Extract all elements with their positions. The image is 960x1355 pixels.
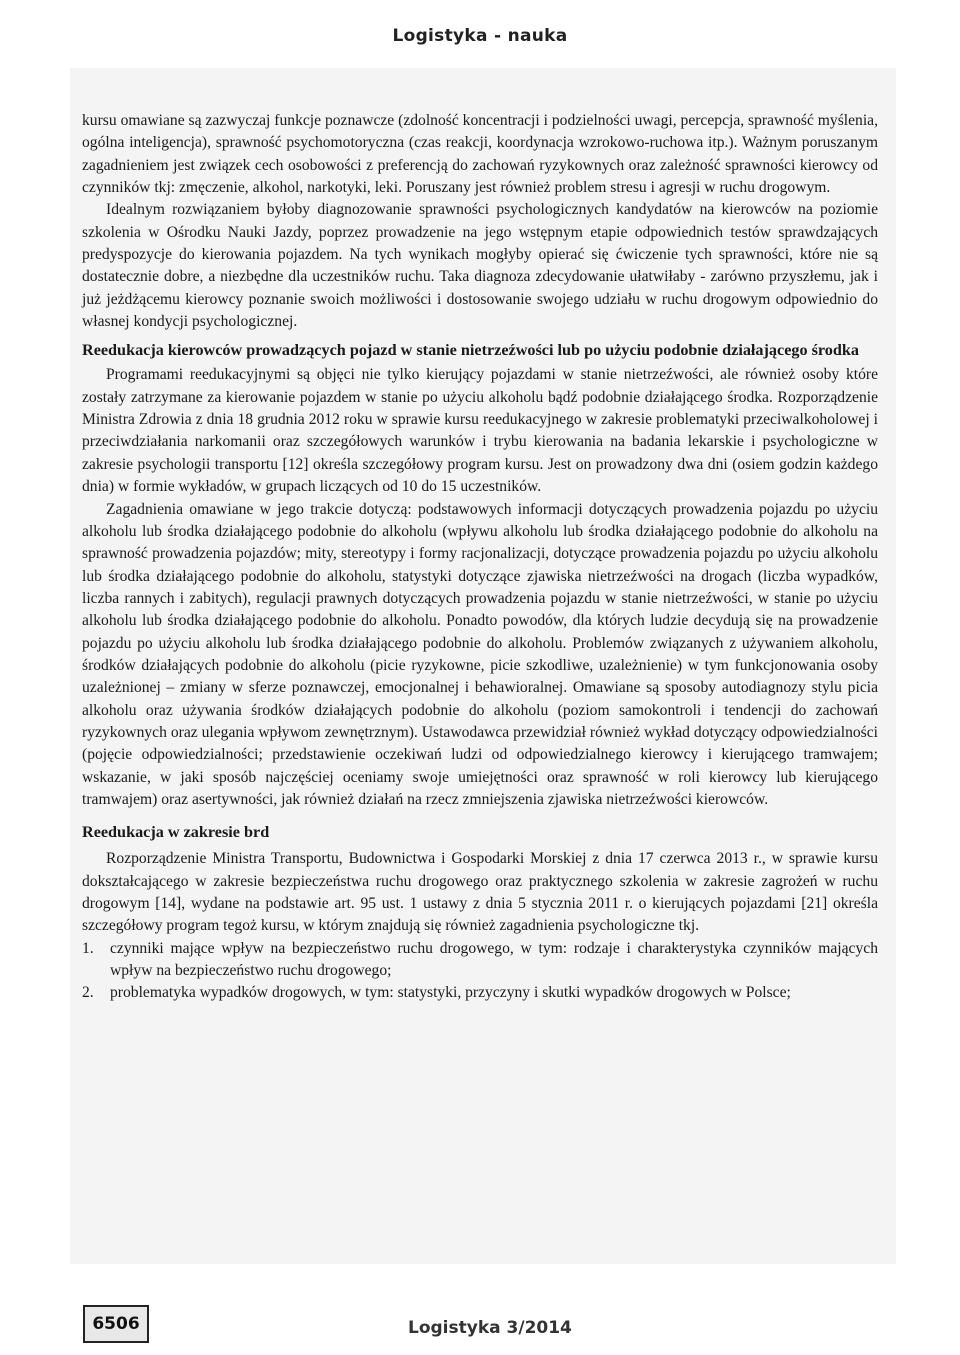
article-body — [82, 110, 878, 1005]
list-item — [82, 938, 878, 983]
list-item — [82, 982, 878, 1004]
paragraph-1: kursu omawiane są zazwyczaj funkcje poznawcze (zdolność koncentracji i podzielności uwagi, percepcja, sprawność myślenia, ogólna inteligencja), sprawność psychomotoryczna (czas reakcji, koordynacja wzrokowo-ruchowa itp.). Ważnym poruszanym zagadnieniem jest związek cech osobowości z preferencją do zachowań ryzykownych oraz zależność sprawności kierowcy od czynników tkj: zmęczenie, alkohol, narkotyki, leki. Poruszany jest również problem stresu i agresji w ruchu drogowym. — [82, 112, 878, 197]
list-item-text: czynniki mające wpływ na bezpieczeństwo ruchu drogowego, w tym: rodzaje i charakterystyka czynników mających wpływ na bezpieczeństwo ruchu drogowego; — [110, 939, 878, 980]
section-heading-reeducation-brd: Reedukacja w zakresie brd — [82, 823, 270, 842]
list-item-number: 2. — [82, 984, 94, 1002]
paragraph-3: Programami reedukacyjnymi są objęci nie tylko kierujący pojazdami w stanie nietrzeźwości, ale również osoby które zostały zatrzymane za kierowanie pojazdem w stanie po użyciu alkoholu bądź podobnie działającego środka. Rozporządzenie Ministra Zdrowia z dnia 18 grudnia 2012 roku w sprawie kursu reedukacyjnego w zakresie problematyki przeciwalkoholowej i przeciwdziałania narkomanii oraz szczegółowych warunków i trybu kierowania na badania lekarskie i psychologiczne w zakresie psychologii transportu [12] określa szczegółowy program kursu. Jest on prowadzony dwa dni (osiem godzin każdego dnia) w formie wykładów, w grupach liczących od 10 do 15 uczestników. — [82, 366, 878, 496]
page-number-badge: 6506 — [83, 1305, 149, 1343]
paragraph-5: Rozporządzenie Ministra Transportu, Budownictwa i Gospodarki Morskiej z dnia 17 czerwca 2013 r., w sprawie kursu dokształcającego w zakresie bezpieczeństwa ruchu drogowego oraz praktycznego szkolenia w zakresie zagrożeń w ruchu drogowym [14], wydane na podstawie art. 95 ust. 1 ustawy z dnia 5 stycznia 2011 r. o kierujących pojazdami [21] określa szczegółowy program tegoż kursu, w którym znajdują się również zagadnienia psychologiczne tkj. — [82, 850, 878, 935]
list-item-number: 1. — [82, 939, 94, 957]
section-heading-reeducation-alcohol: Reedukacja kierowców prowadzących pojazd w stanie nietrzeźwości lub po użyciu podobnie działającego środka — [82, 341, 859, 360]
paragraph-4: Zagadnienia omawiane w jego trakcie dotyczą: podstawowych informacji dotyczących prowadzenia pojazdu po użyciu alkoholu lub środka działającego podobnie do alkoholu (wpływu alkoholu lub środka działającego podobnie do alkoholu na sprawność prowadzenia pojazdów; mity, stereotypy i formy racjonalizacji, dotyczące prowadzenia pojazdu po użyciu alkoholu lub środka działającego podobnie do alkoholu, statystyki dotyczące zjawiska nietrzeźwości na drogach (liczba wypadków, liczba rannych i zabitych), regulacji prawnych dotyczących prowadzenia pojazdu w stanie nietrzeźwości, w stanie po użyciu alkoholu lub środka działającego podobnie do alkoholu. Ponadto powodów, dla których ludzie decydują się na prowadzenie pojazdu po użyciu alkoholu lub środka działającego podobnie do alkoholu. Problemów związanych z używaniem alkoholu, środków działających podobnie do alkoholu (picie ryzykowne, picie szkodliwe, uzależnienie) w tym funkcjonowania osoby uzależnionej – zmiany w sferze poznawczej, emocjonalnej i behawioralnej. Omawiane są sposoby autodiagnozy stylu picia alkoholu oraz używania środków działających podobnie do alkoholu (poziom samokontroli i tendencji do zachowań ryzykownych oraz ulegania wpływom zewnętrznym). Ustawodawca przewidział również wykład dotyczący odpowiedzialności (pojęcie odpowiedzialności; przedstawienie oczekiwań ludzi od odpowiedzialnego kierowcy i kierującego tramwajem; wskazanie, w jaki sposób najczęściej oceniamy swoje umiejętności oraz sprawność w roli kierowcy lub kierującego tramwajem) oraz asertywności, jak również działań na rzecz zmniejszenia zjawiska nietrzeźwości kierowców. — [82, 500, 878, 808]
footer-issue-label: Logistyka 3/2014 — [408, 1318, 572, 1338]
journal-header-title: Logistyka - nauka — [392, 26, 568, 46]
list-item-text: problematyka wypadków drogowych, w tym: statystyki, przyczyny i skutki wypadków drogowych w Polsce; — [110, 984, 791, 1002]
paragraph-2: Idealnym rozwiązaniem byłoby diagnozowanie sprawności psychologicznych kandydatów na kierowców na poziomie szkolenia w Ośrodku Nauki Jazdy, poprzez prowadzenie na jego wstępnym etapie odpowiednich testów sprawdzających predyspozycje do kierowania pojazdem. Na tych wynikach mogłyby opierać się ćwiczenie tych sprawności, które nie są dostatecznie dobre, a niezbędne dla uczestników ruchu. Taka diagnoza zdecydowanie ułatwiłaby - zarówno przyszłemu, jak i już jeżdżącemu kierowcy poznanie swoich możliwości i dostosowanie swojego udziału w ruchu drogowym odpowiednio do własnej kondycji psychologicznej. — [82, 201, 878, 331]
topics-list — [82, 938, 878, 1005]
